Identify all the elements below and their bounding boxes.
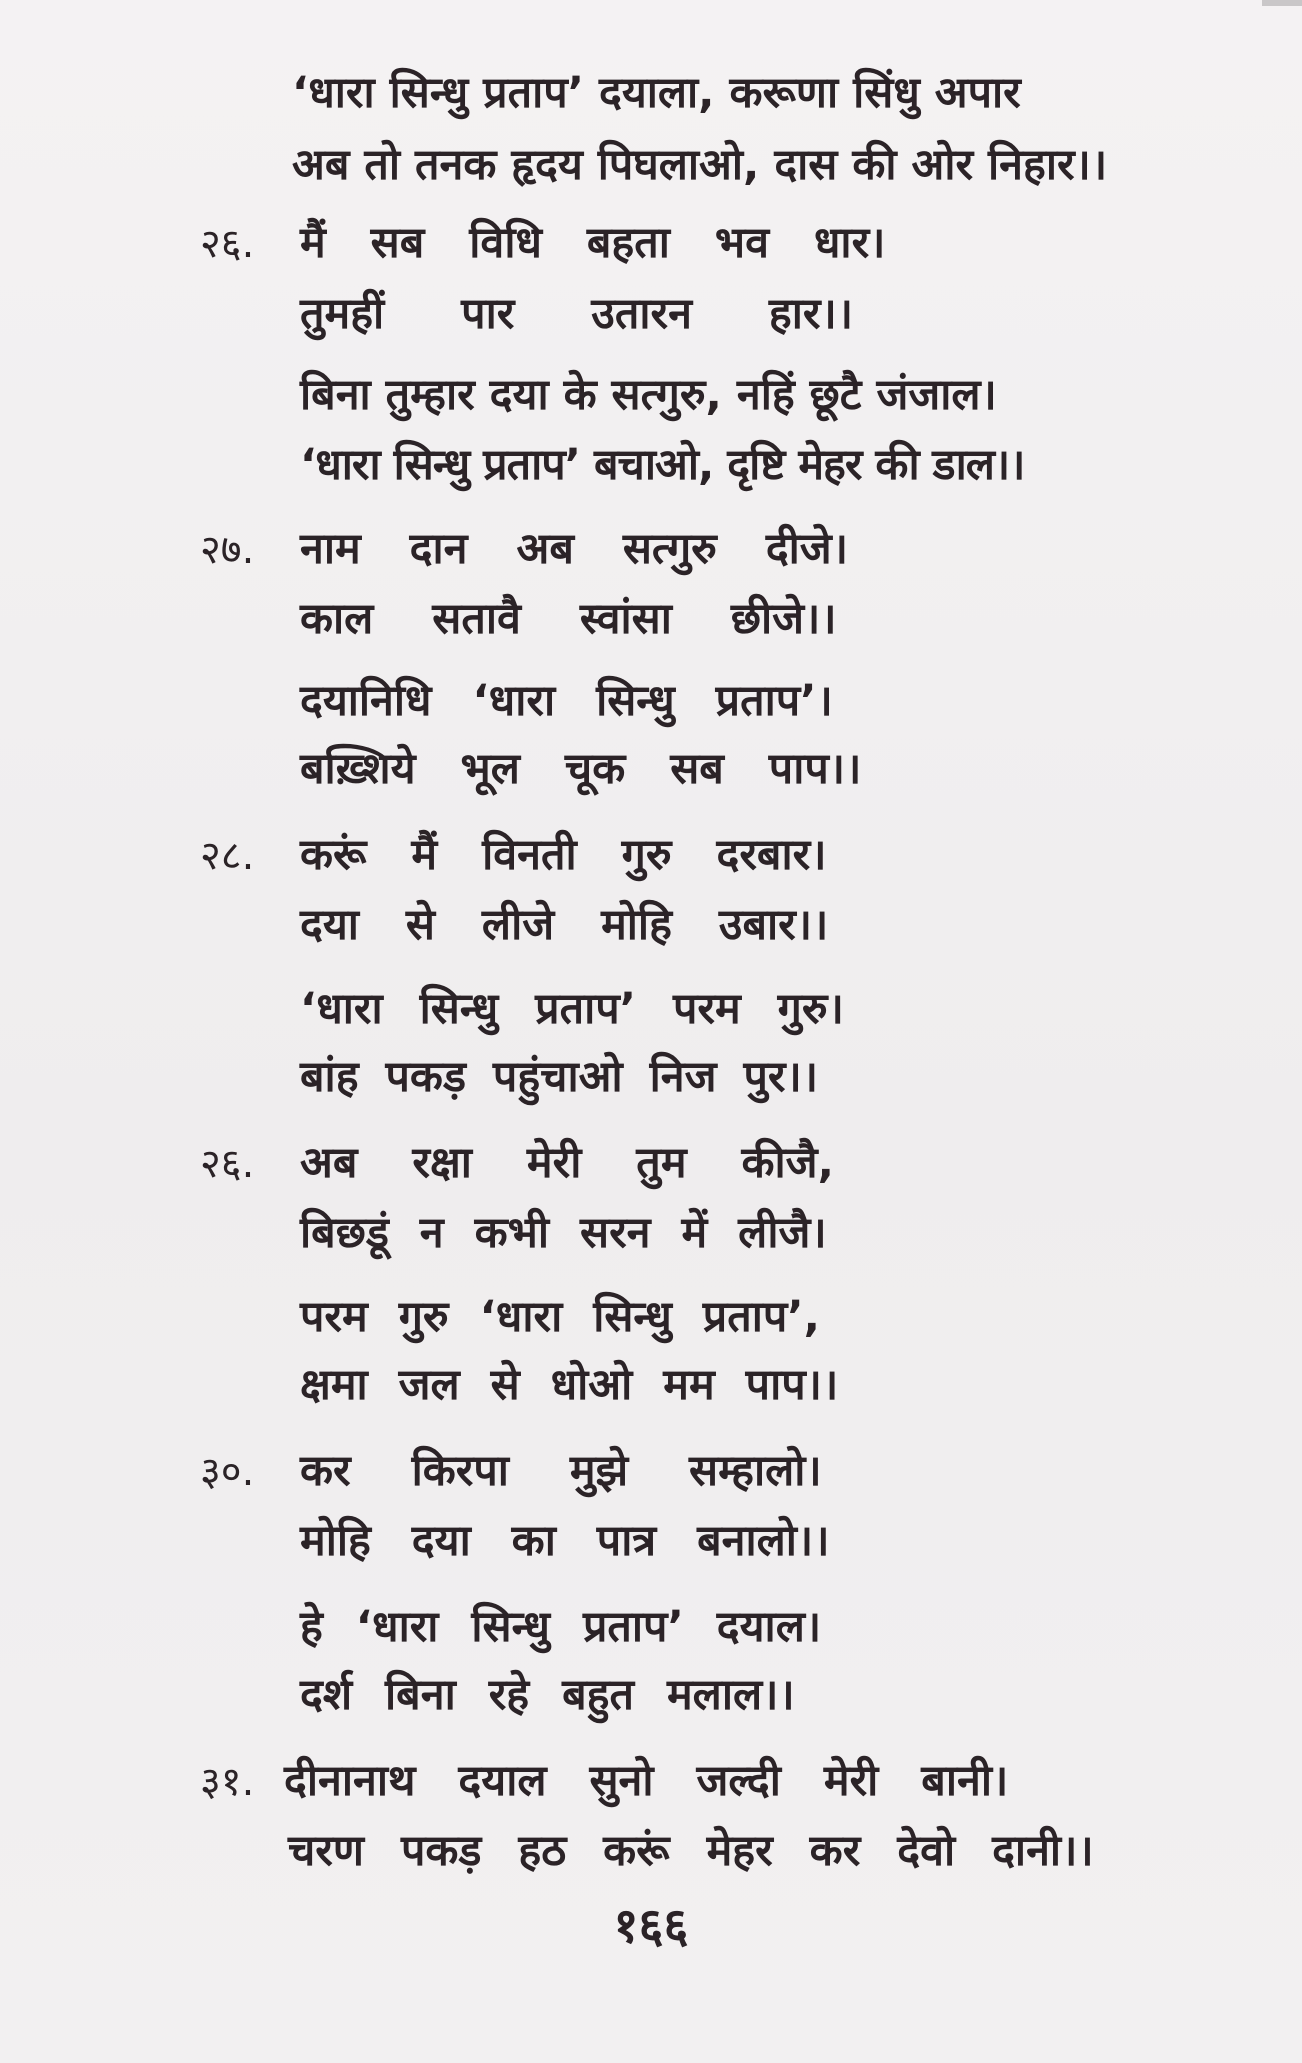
verse-line	[300, 984, 844, 1034]
verse-text: ‘धारा सिन्धु प्रताप’ परम गुरु।	[300, 984, 844, 1034]
verse-text: कर किरपा मुझे सम्हालो।	[300, 1446, 822, 1496]
verse-line	[300, 440, 1025, 490]
verse-line	[300, 900, 829, 950]
verse-number: २७.	[200, 527, 255, 573]
verse-line	[200, 524, 849, 574]
verse-number: ३१.	[200, 1759, 255, 1805]
verse-text: दया से लीजे मोहि उबार।।	[300, 900, 829, 950]
verse-text: क्षमा जल से धोओ मम पाप।।	[300, 1360, 839, 1410]
verse-number: २६.	[200, 1141, 255, 1187]
verse-text: ‘धारा सिन्धु प्रताप’ बचाओ, दृष्टि मेहर की डाल।।	[300, 440, 1025, 490]
verse-line	[300, 1602, 822, 1652]
verse-text: मैं सब विधि बहता भव धार।	[300, 218, 886, 268]
verse-text: परम गुरु ‘धारा सिन्धु प्रताप’,	[300, 1292, 820, 1342]
verse-line	[200, 1446, 822, 1496]
verse-line	[292, 140, 1122, 190]
verse-number: २६.	[200, 221, 255, 267]
verse-text: मोहि दया का पात्र बनालो।।	[300, 1516, 830, 1566]
verse-line	[300, 1052, 819, 1102]
verse-line	[300, 370, 997, 420]
verse-text: चरण पकड़ हठ करूं मेहर कर देवो दानी।।	[288, 1826, 1094, 1876]
verse-number: २८.	[200, 833, 255, 879]
verse-line	[300, 289, 854, 339]
verse-text: दर्श बिना रहे बहुत मलाल।।	[300, 1670, 795, 1720]
verse-text: हे ‘धारा सिन्धु प्रताप’ दयाल।	[300, 1602, 822, 1652]
verse-text: दयानिधि ‘धारा सिन्धु प्रताप’।	[300, 676, 833, 726]
verse-text: बख़्शिये भूल चूक सब पाप।।	[300, 744, 862, 794]
verse-text: तुमहीं पार उतारन हार।।	[300, 289, 854, 339]
verse-text: बिना तुम्हार दया के सत्गुरु, नहिं छूटै जंजाल।	[300, 370, 997, 420]
page-edge-shadow	[1262, 0, 1302, 6]
verse-text: नाम दान अब सत्गुरु दीजे।	[300, 524, 849, 574]
verse-line	[300, 744, 862, 794]
verse-text: बिछडूं न कभी सरन में लीजै।	[300, 1208, 827, 1258]
verse-line	[200, 1756, 1009, 1806]
verse-line	[200, 218, 900, 268]
verse-line	[300, 1670, 795, 1720]
page-number: १६६	[613, 1898, 689, 1954]
verse-text: दीनानाथ दयाल सुनो जल्दी मेरी बानी।	[284, 1756, 1009, 1806]
verse-number: ३०.	[200, 1449, 255, 1495]
verse-line	[300, 676, 833, 726]
verse-line	[200, 830, 827, 880]
verse-text: बांह पकड़ पहुंचाओ निज पुर।।	[300, 1052, 819, 1102]
verse-line	[300, 1360, 839, 1410]
verse-line	[200, 1138, 834, 1188]
verse-line	[300, 1292, 820, 1342]
verse-text: काल सतावै स्वांसा छीजे।।	[300, 594, 837, 644]
verse-line	[300, 1516, 830, 1566]
verse-line	[292, 68, 1122, 118]
verse-text: ‘धारा सिन्धु प्रताप’ दयाला, करूणा सिंधु अपार	[292, 68, 1021, 118]
verse-text: अब रक्षा मेरी तुम कीजै,	[300, 1138, 834, 1188]
verse-line	[300, 1208, 827, 1258]
verse-text: अब तो तनक हृदय पिघलाओ, दास की ओर निहार।।	[292, 140, 1108, 190]
verse-text: करूं मैं विनती गुरु दरबार।	[300, 830, 827, 880]
verse-line	[288, 1826, 1094, 1876]
verse-line	[300, 594, 837, 644]
